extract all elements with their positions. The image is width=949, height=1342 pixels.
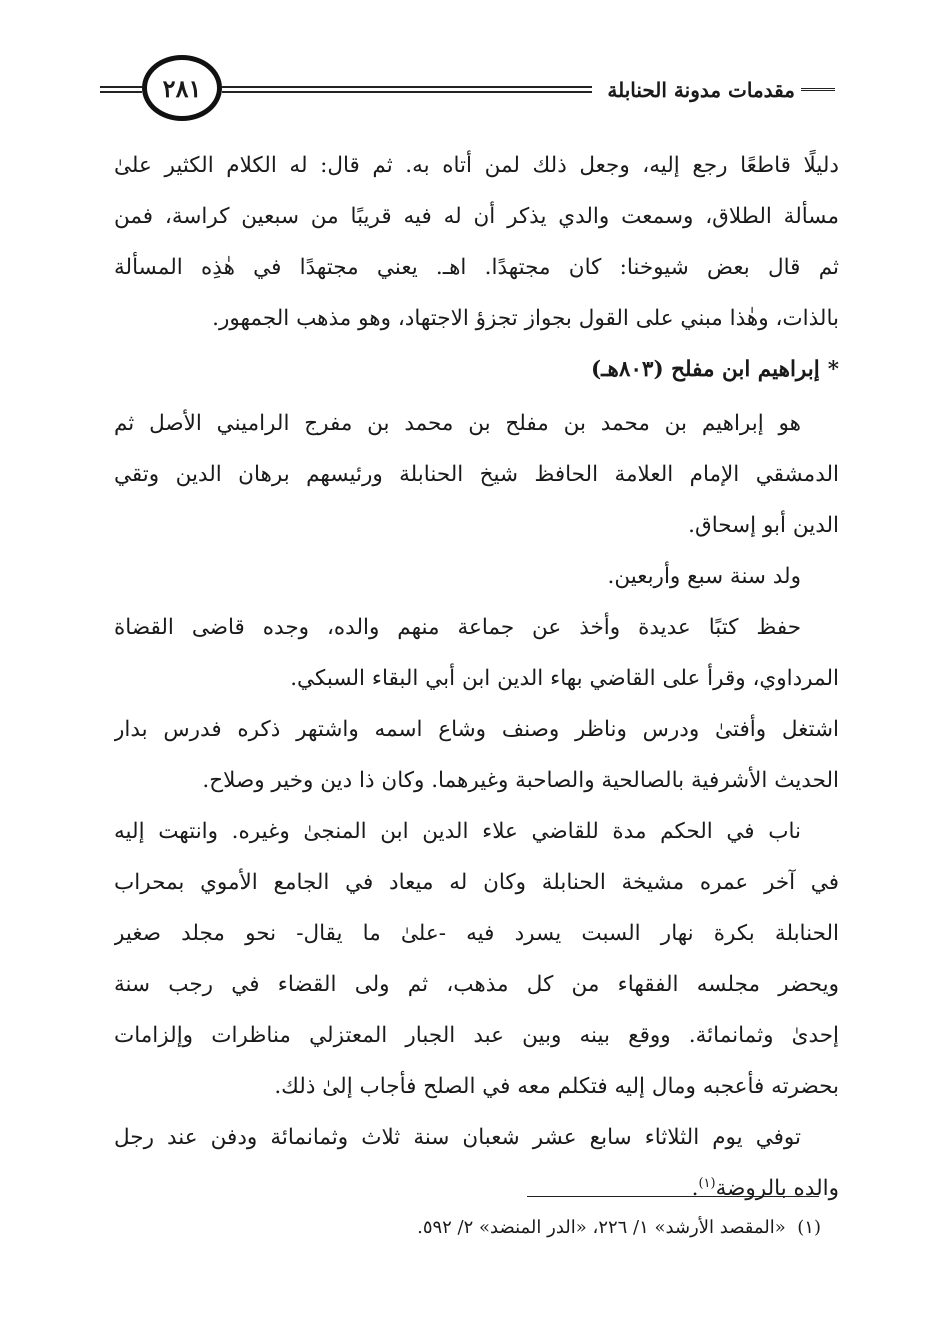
- text-line: هو إبراهيم بن محمد بن مفلح بن محمد بن مفرج الراميني الأصل ثم: [114, 411, 801, 436]
- text-line: ثم قال بعض شيوخنا: كان مجتهدًا. اهـ. يعني مجتهدًا في هٰذِه المسألة: [114, 255, 839, 280]
- footnote-separator: [527, 1196, 819, 1197]
- footnote-marker: (١): [797, 1217, 821, 1238]
- text-line: في آخر عمره مشيخة الحنابلة وكان له ميعاد في الجامع الأموي بمحراب: [114, 870, 839, 895]
- asterisk-icon: *: [827, 357, 839, 382]
- text-line: ولد سنة سبع وأربعين.: [607, 564, 801, 589]
- heading-text: إبراهيم ابن مفلح (٨٠٣هـ): [591, 357, 820, 382]
- text-segment-end: .: [691, 1176, 699, 1201]
- text-line: اشتغل وأفتىٰ ودرس وناظر وصنف وشاع اسمه واشتهر ذكره فدرس بدار: [114, 717, 839, 742]
- text-line: الحنابلة بكرة نهار السبت يسرد فيه -علىٰ ما يقال- نحو مجلد صغير: [114, 921, 839, 946]
- page-header: [100, 50, 835, 130]
- section-heading: [114, 344, 839, 395]
- header-rule-left: [100, 86, 142, 88]
- text-line: توفي يوم الثلاثاء سابع عشر شعبان سنة ثلاث وثمانمائة ودفن عند رجل: [114, 1125, 801, 1150]
- footnote-reference: (١): [698, 1175, 716, 1191]
- header-rule-left-2: [100, 91, 142, 93]
- text-line: المرداوي، وقرأ على القاضي بهاء الدين ابن أبي البقاء السبكي.: [290, 666, 839, 691]
- text-segment: والده بالروضة: [715, 1176, 839, 1201]
- header-rule-middle-2: [222, 91, 592, 93]
- text-block-2: [114, 398, 839, 1214]
- text-line: ويحضر مجلسه الفقهاء من كل مذهب، ثم ولى القضاء في رجب سنة: [114, 972, 839, 997]
- header-rule-middle: [222, 86, 592, 88]
- header-title-dash: [801, 88, 835, 91]
- text-line: بحضرته فأعجبه ومال إليه فتكلم معه في الصلح فأجاب إلىٰ ذلك.: [274, 1074, 839, 1099]
- text-line: الحديث الأشرفية بالصالحية والصاحبة وغيرهما. وكان ذا دين وخير وصلاح.: [202, 768, 839, 793]
- text-line: مسألة الطلاق، وسمعت والدي يذكر أن له فيه قريبًا من سبعين كراسة، فمن: [114, 204, 839, 229]
- text-line: الدين أبو إسحاق.: [688, 513, 839, 538]
- running-title: مقدمات مدونة الحنابلة: [607, 78, 795, 102]
- footnote-text: «المقصد الأرشد» ١/ ٢٢٦، «الدر المنضد» ٢/ ٥٩٢.: [417, 1217, 786, 1238]
- text-line-with-footnote: [114, 1163, 839, 1214]
- footnote: [417, 1210, 821, 1246]
- text-block-1: [114, 140, 839, 395]
- text-line: بالذات، وهٰذا مبني على القول بجواز تجزؤ الاجتهاد، وهو مذهب الجمهور.: [212, 306, 839, 331]
- page-number: ٢٨١: [162, 73, 202, 103]
- page-number-oval: [142, 55, 222, 121]
- text-line: دليلًا قاطعًا رجع إليه، وجعل ذلك لمن أتاه به. ثم قال: له الكلام الكثير علىٰ: [114, 153, 839, 178]
- text-line: إحدىٰ وثمانمائة. ووقع بينه وبين عبد الجبار المعتزلي مناظرات وإلزامات: [114, 1023, 839, 1048]
- text-line: ناب في الحكم مدة للقاضي علاء الدين ابن المنجىٰ وغيره. وانتهت إليه: [114, 819, 801, 844]
- text-line: حفظ كتبًا عديدة وأخذ عن جماعة منهم والده، وجده قاضى القضاة: [114, 615, 801, 640]
- text-line: الدمشقي الإمام العلامة الحافظ شيخ الحنابلة ورئيسهم برهان الدين وتقي: [114, 462, 839, 487]
